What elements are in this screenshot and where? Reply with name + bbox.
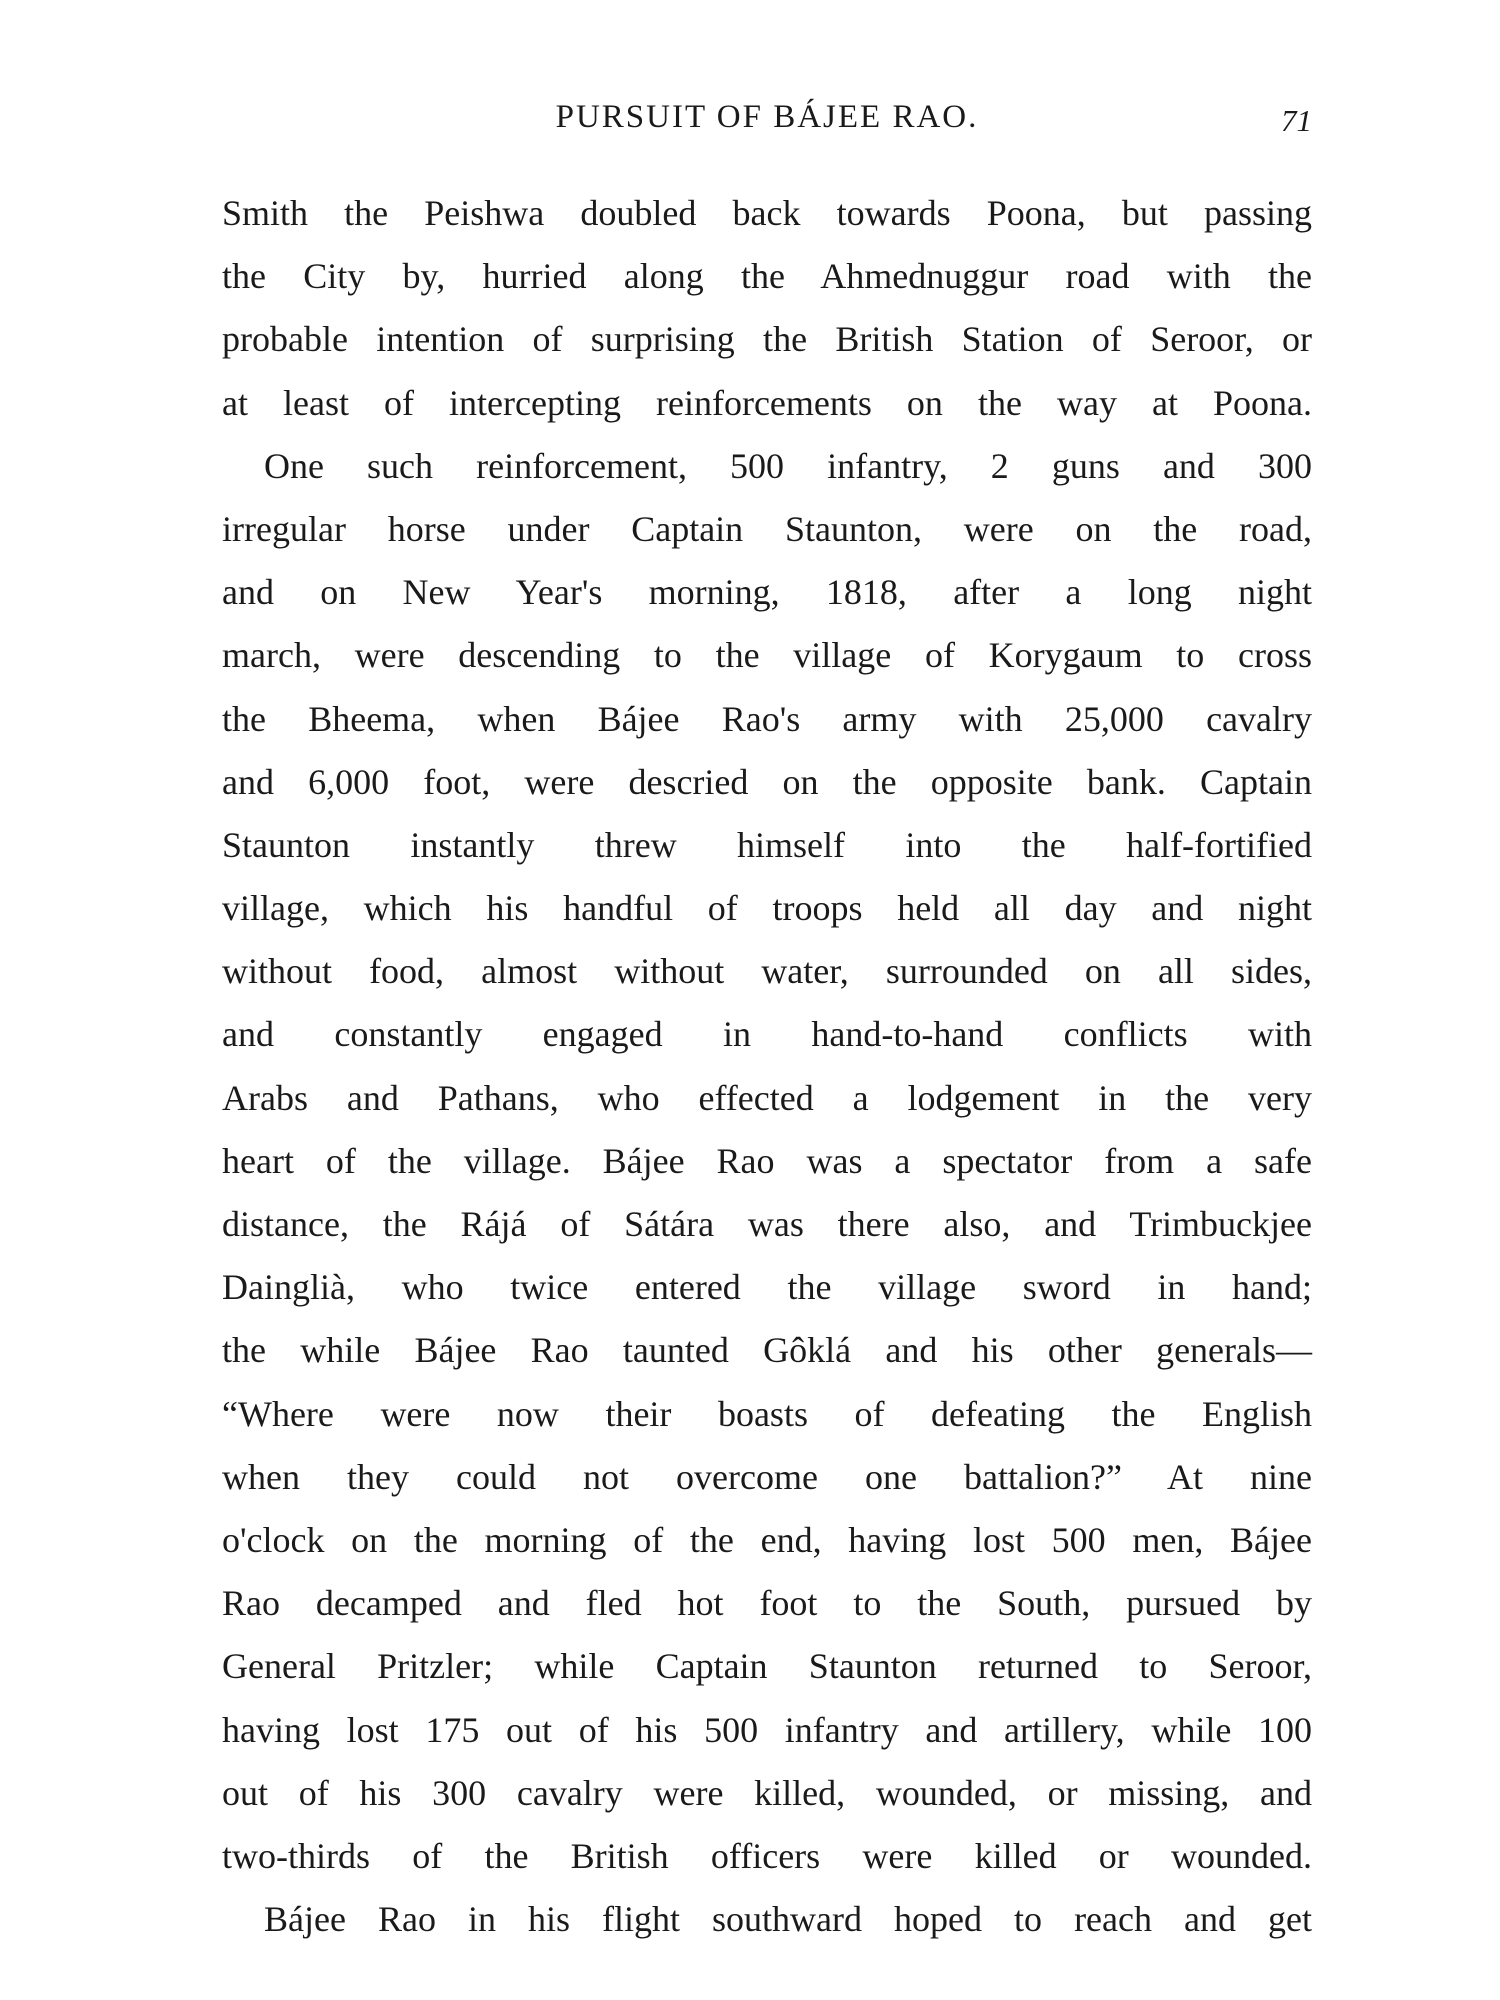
text-line: two-thirds of the British officers were killed or wounded. — [222, 1835, 1312, 1876]
body-text — [222, 182, 1312, 1951]
text-line: village, which his handful of troops held all day and night — [222, 888, 1312, 929]
text-line: without food, almost without water, surrounded on all sides, — [222, 951, 1312, 992]
text-line: heart of the village. Bájee Rao was a spectator from a safe — [222, 1140, 1312, 1181]
text-line: One such reinforcement, 500 infantry, 2 guns and 300 — [264, 445, 1312, 486]
text-line: General Pritzler; while Captain Staunton returned to Seroor, — [222, 1646, 1312, 1687]
text-line: o'clock on the morning of the end, having lost 500 men, Bájee — [222, 1519, 1312, 1560]
text-line: the while Bájee Rao taunted Gôklá and his other generals— — [222, 1330, 1312, 1371]
running-head — [222, 92, 1312, 142]
text-line: march, were descending to the village of Korygaum to cross — [222, 635, 1312, 676]
page-number: 71 — [1281, 103, 1312, 138]
text-line: Arabs and Pathans, who effected a lodgement in the very — [222, 1077, 1312, 1118]
text-line: Bájee Rao in his flight southward hoped to reach and get — [264, 1899, 1312, 1940]
text-line: having lost 175 out of his 500 infantry and artillery, while 100 — [222, 1709, 1312, 1750]
text-line: irregular horse under Captain Staunton, were on the road, — [222, 508, 1312, 549]
text-line: and 6,000 foot, were descried on the opposite bank. Captain — [222, 761, 1312, 802]
text-line: out of his 300 cavalry were killed, wounded, or missing, and — [222, 1772, 1312, 1813]
text-line: and on New Year's morning, 1818, after a long night — [222, 572, 1312, 613]
text-line: Smith the Peishwa doubled back towards Poona, but passing — [222, 193, 1312, 233]
text-line: Staunton instantly threw himself into the half-fortified — [222, 824, 1312, 865]
text-line: when they could not overcome one battalion?” At nine — [222, 1456, 1312, 1497]
text-line: the City by, hurried along the Ahmednuggur road with the — [222, 256, 1312, 297]
text-line: probable intention of surprising the British Station of Seroor, or — [222, 319, 1312, 360]
text-line: distance, the Rájá of Sátára was there also, and Trimbuckjee — [222, 1204, 1312, 1244]
text-line: Rao decamped and fled hot foot to the South, pursued by — [222, 1583, 1312, 1624]
text-line: and constantly engaged in hand-to-hand conflicts with — [222, 1014, 1312, 1055]
running-title: PURSUIT OF BÁJEE RAO. — [555, 99, 979, 135]
text-line: the Bheema, when Bájee Rao's army with 25,000 cavalry — [222, 698, 1312, 739]
text-line: Dainglià, who twice entered the village sword in hand; — [222, 1267, 1312, 1308]
text-line: “Where were now their boasts of defeating the English — [222, 1393, 1312, 1434]
text-line: at least of intercepting reinforcements on the way at Poona. — [222, 382, 1312, 423]
